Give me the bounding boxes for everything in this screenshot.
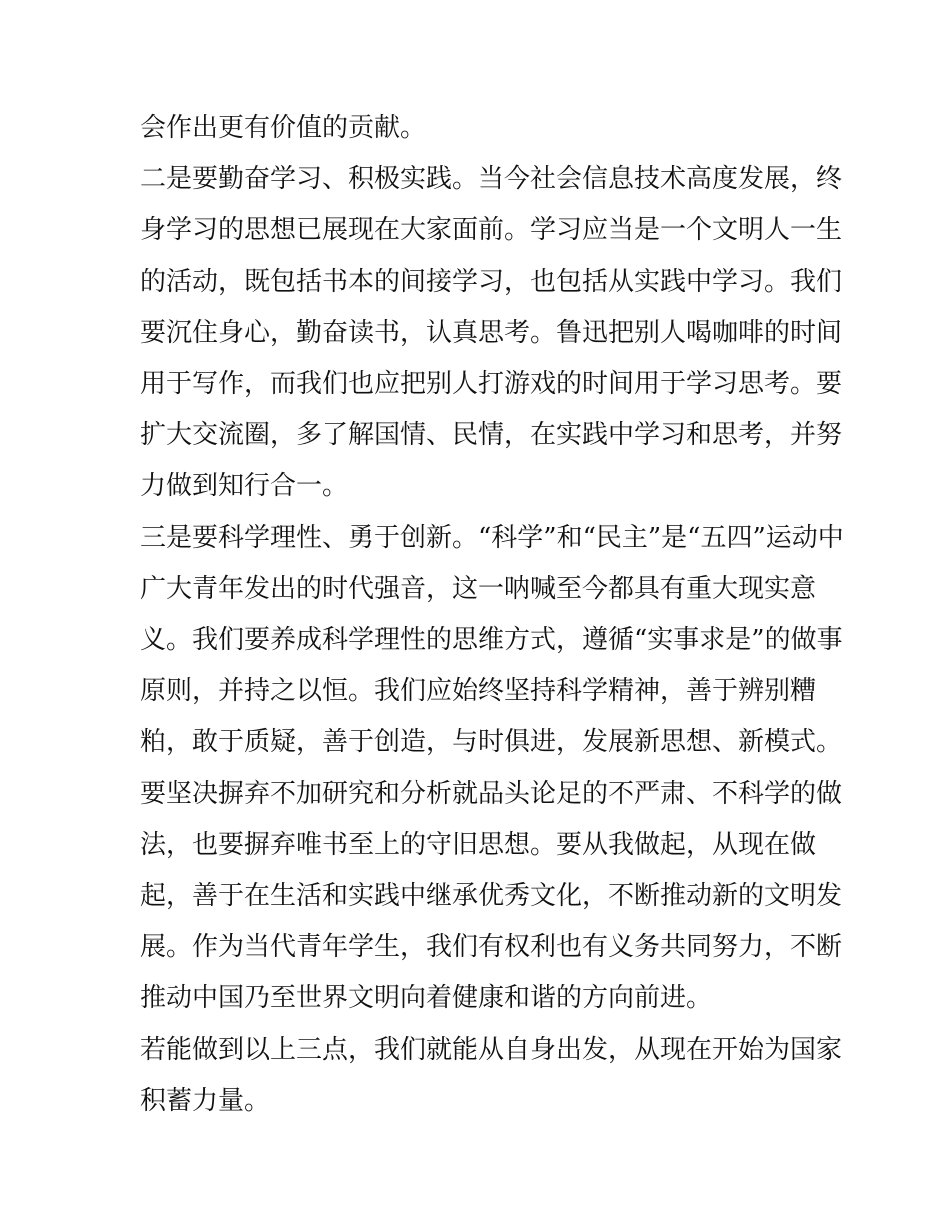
- text-line: 扩大交流圈，多了解国情、民情，在实践中学习和思考，并努: [140, 420, 843, 451]
- text-line: 会作出更有价值的贡献。: [140, 113, 427, 143]
- text-line: 积蓄力量。: [140, 1085, 271, 1116]
- text-line: 义。我们要养成科学理性的思维方式，遵循“实事求是”的做事: [140, 625, 843, 655]
- text-line: 用于写作，而我们也应把别人打游戏的时间用于学习思考。要: [140, 369, 843, 399]
- text-line: 的活动，既包括书本的间接学习，也包括从实践中学习。我们: [140, 266, 843, 297]
- text-line: 粕，敢于质疑，善于创造，与时俱进，发展新思想、新模式。: [140, 727, 843, 758]
- text-line: 推动中国乃至世界文明向着健康和谐的方向前进。: [140, 983, 713, 1014]
- text-line: 展。作为当代青年学生，我们有权利也有义务共同努力，不断: [140, 932, 843, 963]
- text-line: 广大青年发出的时代强音，这一呐喊至今都具有重大现实意: [140, 573, 817, 604]
- text-line: 身学习的思想已展现在大家面前。学习应当是一个文明人一生: [140, 215, 843, 246]
- text-line: 起，善于在生活和实践中继承优秀文化，不断推动新的文明发: [140, 881, 843, 911]
- text-line: 二是要勤奋学习、积极实践。当今社会信息技术高度发展，终: [140, 164, 843, 195]
- text-line: 要沉住身心，勤奋读书，认真思考。鲁迅把别人喝咖啡的时间: [140, 317, 843, 348]
- text-line: 力做到知行合一。: [140, 471, 349, 502]
- text-line: 三是要科学理性、勇于创新。“科学”和“民主”是“五四”运动中: [140, 522, 844, 553]
- text-line: 要坚决摒弃不加研究和分析就品头论足的不严肃、不科学的做: [140, 778, 843, 809]
- text-line: 原则，并持之以恒。我们应始终坚持科学精神，善于辨别糟: [140, 676, 817, 707]
- text-line: 若能做到以上三点，我们就能从自身出发，从现在开始为国家: [140, 1034, 843, 1065]
- text-line: 法，也要摒弃唯书至上的守旧思想。要从我做起，从现在做: [140, 829, 817, 860]
